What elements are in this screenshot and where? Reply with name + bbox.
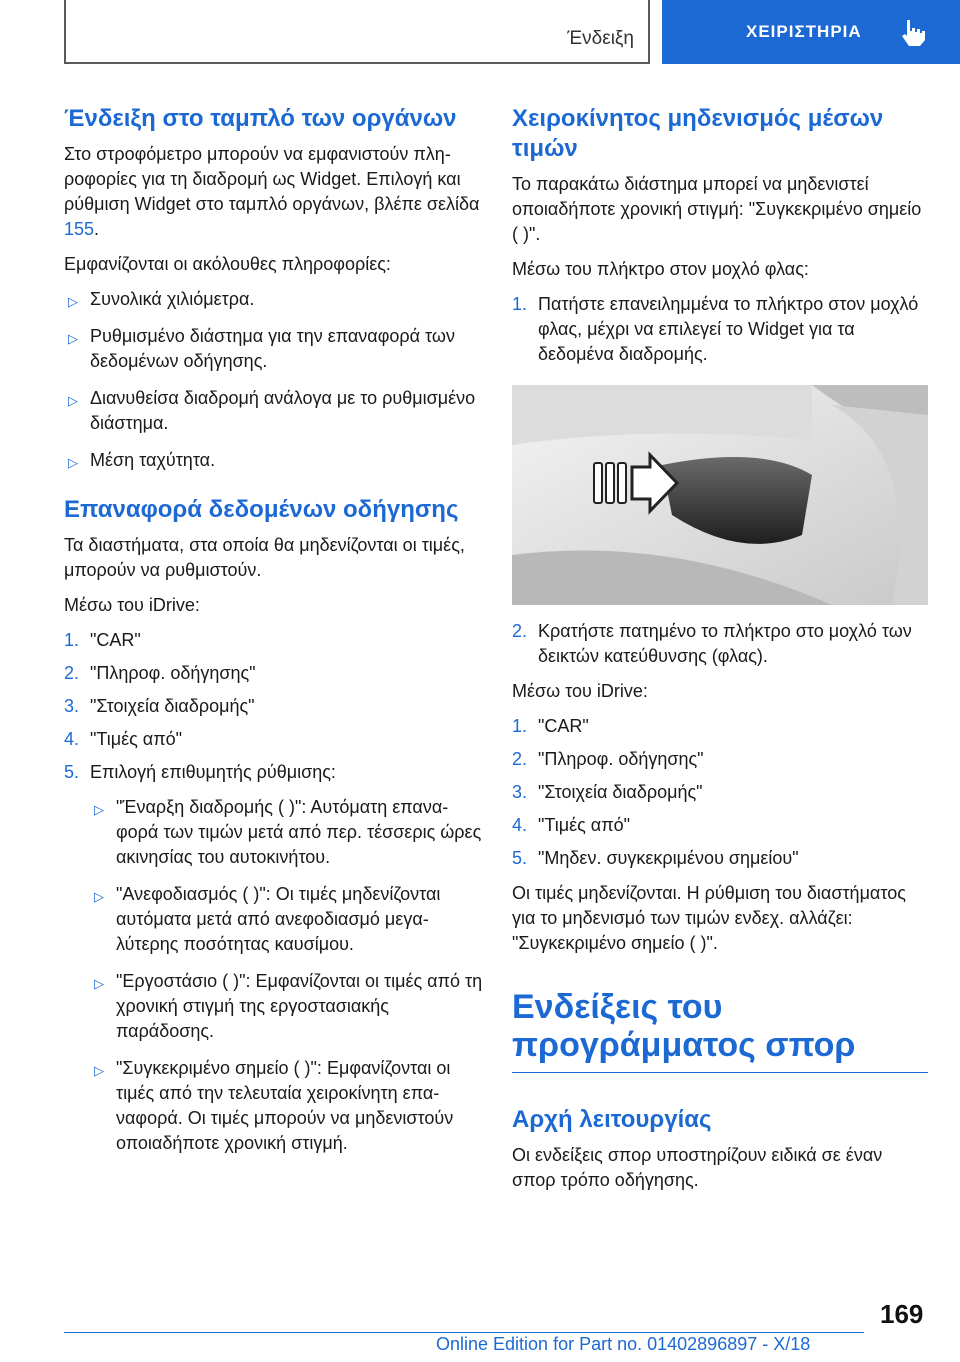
paragraph: Μέσω του iDrive: [64,595,200,615]
triangle-bullet-icon: ▷ [94,802,104,817]
triangle-bullet-icon: ▷ [68,331,78,346]
right-column [512,104,928,1203]
paragraph: Εμφανίζονται οι ακόλουθες πληροφορίες: [64,254,391,274]
paragraph: Οι ενδείξεις σπορ υποστηρίζουν ειδικά σε έναν σπορ τρόπο οδήγησης. [512,1145,883,1190]
step-item: 2. Κρατήστε πατημένο το πλήκτρο στο μοχλό των δεικτών κατεύθυνσης (φλας). [512,621,912,666]
left-column [64,104,484,1168]
step-item: 5. "Μηδεν. συγκεκριμένου σημείου" [512,848,799,868]
step-item: 3. "Στοιχεία διαδρομής" [64,696,255,716]
section-title-principle: Αρχή λειτουργίας [512,1106,712,1133]
turn-signal-lever-figure [512,385,928,605]
header-tab-label: ΧΕΙΡΙΣΤΗΡΙΑ [746,22,862,41]
paragraph: Μέσω του iDrive: [512,681,648,701]
header-section-title: Ένδειξη [567,28,634,49]
list-item: ▷ Ρυθμισμένο διάστημα για την επαναφορά των δεδομένων οδήγησης. [68,326,455,371]
step-item: 1. "CAR" [64,630,141,650]
page-link[interactable]: 155 [64,219,95,239]
paragraph: Μέσω του πλήκτρο στον μοχλό φλας: [512,259,809,279]
step-item: 3. "Στοιχεία διαδρομής" [512,782,703,802]
settings-options-list [90,795,484,1156]
info-list [64,287,484,473]
list-item: ▷ Διανυθείσα διαδρομή ανάλογα με το ρυθμισμένο διάστημα. [68,388,476,433]
step-item: 2. "Πληροφ. οδήγησης" [64,663,256,683]
step-item: 1. "CAR" [512,716,589,736]
triangle-bullet-icon: ▷ [94,976,104,991]
lever-step-2 [512,619,928,669]
idrive-steps [64,628,484,1156]
triangle-bullet-icon: ▷ [68,294,78,309]
footer-divider [64,1332,864,1333]
hand-pointer-icon [898,18,928,48]
turn-signal-lever-image [512,385,928,605]
section-title-reset-data: Επαναφορά δεδομένων οδήγησης [64,496,459,523]
section-title-cluster-display: Ένδειξη στο ταμπλό των οργάνων [64,105,457,132]
step-item: 4. "Τιμές από" [64,729,183,749]
page-number: 169 [880,1299,924,1329]
list-item: ▷ Συνολικά χιλιόμετρα. [64,287,484,312]
list-item: ▷ "Έναρξη διαδρομής ( )": Αυτόματη επαναφορά των τιμών μετά από περ. τέσσερις ώρες ακινησίας του αυτοκινήτου. [94,797,482,867]
step-item: 4. "Τιμές από" [512,815,631,835]
lever-step-1 [512,292,928,367]
list-item: ▷ "Εργοστάσιο ( )": Εμφανίζονται οι τιμές από τη χρονική στιγμή της εργοστασιακής παράδοσης. [94,971,483,1041]
paragraph: Τα διαστήματα, στα οποία θα μηδενίζονται οι τιμές, μπορούν να ρυθμιστούν. [64,535,465,580]
step-item: 1. Πατήστε επανειλημμένα το πλήκτρο στον μοχλό φλας, μέχρι να επιλεγεί το Widget για τα δεδομένα διαδρομής. [512,294,919,364]
step-item: 2. "Πληροφ. οδήγησης" [512,749,704,769]
idrive-steps-reset [512,714,928,871]
list-item: ▷ "Συγκεκριμένο σημείο ( )": Εμφανίζονται οι τιμές από την τελευταία χειροκίνητη επαναφορά. Οι τιμές μπορούν να μηδενιστούν οποιαδήποτε χρονική στιγμή. [94,1058,454,1153]
triangle-bullet-icon: ▷ [94,889,104,904]
paragraph: Στο στροφόμετρο μπορούν να εμφανιστούν πληροφορίες για τη διαδρομή ως Widget. Επιλογή και ρύθμιση Widget στο ταμπλό οργάνων, βλέπε σελίδα 155. [64,144,480,239]
triangle-bullet-icon: ▷ [68,455,78,470]
chapter-title-sport-displays: Ενδείξεις του προγράμματος σπορ [512,988,928,1073]
list-item: ▷ Μέση ταχύτητα. [64,448,484,473]
header-tab-controls[interactable] [662,0,960,64]
footer-edition: Online Edition for Part no. 01402896897 - X/18 [436,1334,811,1354]
paragraph: Το παρακάτω διάστημα μπορεί να μηδενιστεί οποιαδήποτε χρονική στιγμή: "Συγκεκριμένο σημείο ( )". [512,174,922,244]
paragraph: Οι τιμές μηδενίζονται. Η ρύθμιση του διαστήματος για το μηδενισμό των τιμών ενδεχ. αλλάζει: "Συγκεκριμένο σημείο ( )". [512,883,906,953]
list-item: ▷ "Ανεφοδιασμός ( )": Οι τιμές μηδενίζονται αυτόματα μετά από ανεφοδιασμό μεγαλύτερης ποσότητας καυσίμου. [94,884,441,954]
section-title-manual-reset: Χειροκίνητος μηδενισμός μέσων τιμών [512,105,884,162]
triangle-bullet-icon: ▷ [94,1063,104,1078]
step-item: 5. Επιλογή επιθυμητής ρύθμισης: ▷ "Έναρξη διαδρομής ( )": Αυτόματη επαναφορά των τιμών μετά από περ. τέσσερις ώρες ακινησίας του αυτοκινήτου. ▷ "Ανεφοδιασμός ( )": Οι τιμές μηδενίζονται αυτόματα μετά από ανεφοδιασμό μεγαλύτερης ποσότητας καυσίμου. ▷ "Εργοστάσιο ( )": Εμφανίζονται οι τιμές από τη χρονική στιγμή της εργοστασιακής παράδοσης. ▷ "Συγκεκριμένο σημείο ( )": Εμφανίζονται οι τιμές από την τελευταία χειροκίνητη επαναφορά. Οι τιμές μπορούν να μηδενιστούν οποιαδήποτε χρονική στιγμή. [64,760,484,1156]
header-frame [64,0,650,64]
triangle-bullet-icon: ▷ [68,393,78,408]
